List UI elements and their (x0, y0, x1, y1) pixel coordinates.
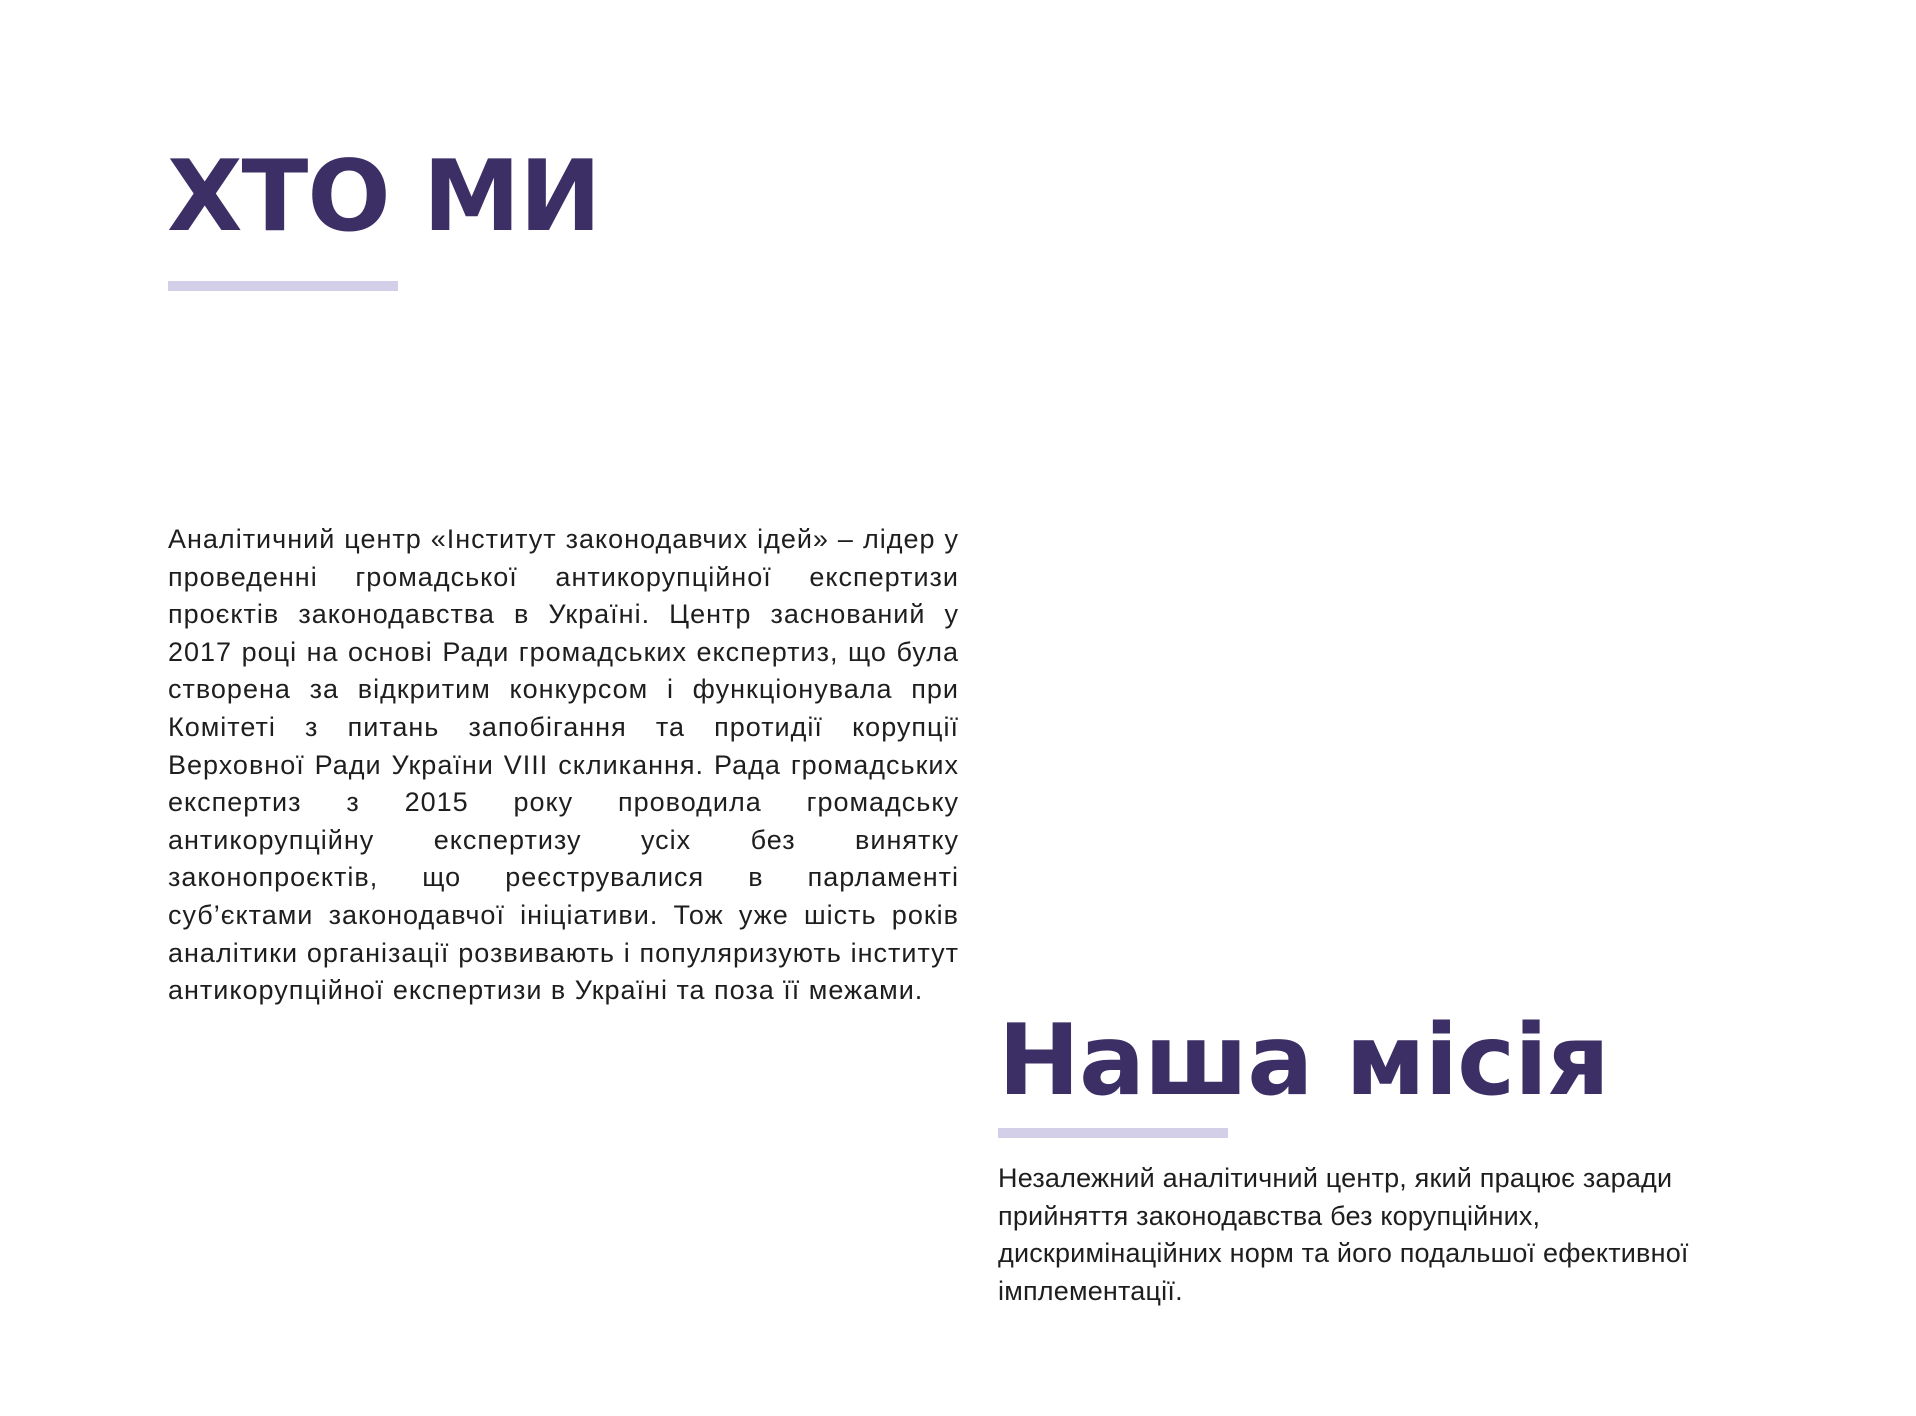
who-we-are-divider (168, 281, 398, 291)
who-we-are-heading: ХТО МИ (167, 140, 601, 254)
about-paragraph: Аналітичний центр «Інститут законодавчих ідей» – лідер у проведенні громадської антикорупційної експертизи проєктів законодавства в Україні. Центр заснований у 2017 році на основі Ради громадських експертиз, що була створена за відкритим конкурсом і функціонувала при Комітеті з питань запобігання та протидії корупції Верховної Ради України VIII скликання. Рада громадських експертиз з 2015 року проводила громадську антикорупційну експертизу усіх без винятку законопроєктів, що реєструвалися в парламенті суб’єктами законодавчої ініціативи. Тож уже шість років аналітики організації розвивають і популяризують інститут антикорупційної експертизи в Україні та поза її межами. (168, 524, 959, 1006)
mission-heading: Наша місія (998, 1004, 1609, 1118)
mission-paragraph: Незалежний аналітичний центр, який працює заради прийняття законодавства без корупційних, дискримінаційних норм та його подальшої ефективної імплементації. (998, 1163, 1689, 1306)
mission-divider (998, 1128, 1228, 1138)
